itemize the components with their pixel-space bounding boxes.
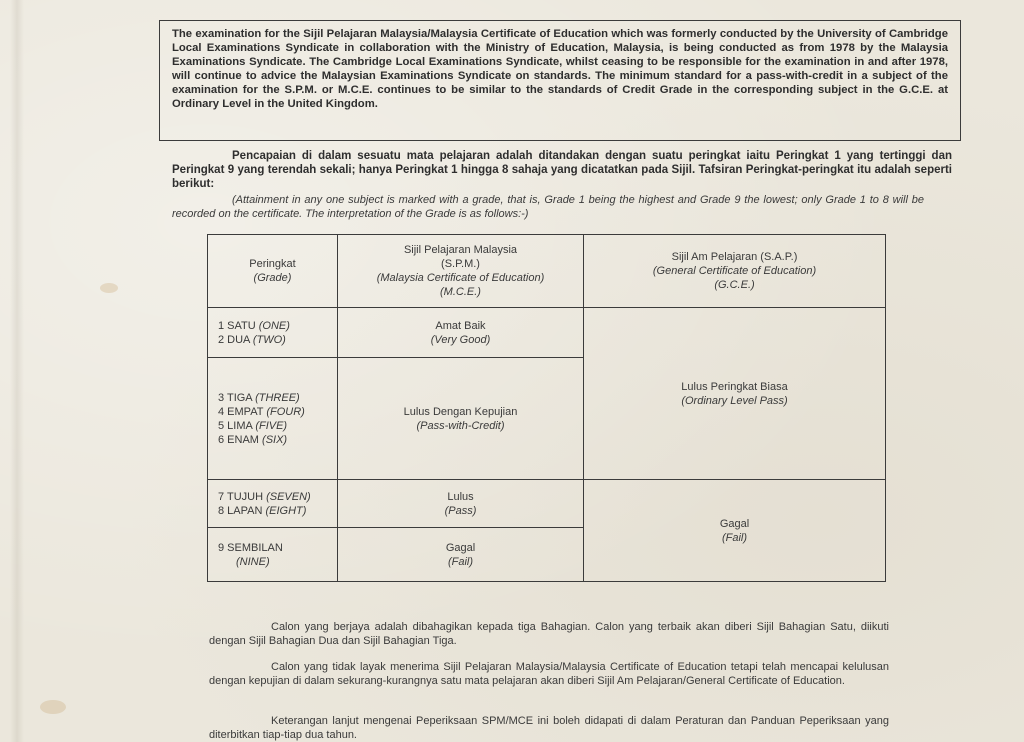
sap-header-line: (G.C.E.) xyxy=(714,279,755,291)
grade-name-en: (SEVEN) xyxy=(266,490,311,503)
sap-label-en: (Fail) xyxy=(721,531,748,544)
paragraph-divisions xyxy=(209,620,889,648)
notice-box xyxy=(159,20,961,141)
grade-name: 2 DUA xyxy=(218,333,250,346)
spm-header-cell xyxy=(338,235,584,308)
paper-fold xyxy=(10,0,24,742)
paragraph-text: Calon yang tidak layak menerima Sijil Pelajaran Malaysia/Malaysia Certificate of Education tetapi telah mencapai kelulusan dengan kepujian di dalam sekurang-kurangnya satu mata pelajaran akan diberi Sijil Am Pelajaran/General Certificate of Education. xyxy=(209,661,889,687)
spm-cell xyxy=(338,480,584,528)
spm-header-line: (M.C.E.) xyxy=(440,286,481,298)
spm-header-line: (S.P.M.) xyxy=(441,258,480,270)
grade-name: 6 ENAM xyxy=(218,433,259,446)
grade-name-en: (TWO) xyxy=(252,333,286,346)
grade-cell xyxy=(208,528,338,582)
grade-header-label: Peringkat xyxy=(249,258,296,270)
grade-name: 3 TIGA xyxy=(218,391,253,404)
grade-cell xyxy=(208,358,338,480)
paragraph-text: Keterangan lanjut mengenai Peperiksaan SPM/MCE ini boleh didapati di dalam Peraturan dan Panduan Peperiksaan yang diterbitkan tiap-tiap dua tahun. xyxy=(209,715,889,741)
table-row xyxy=(208,480,886,528)
sap-header-line: Sijil Am Pelajaran (S.A.P.) xyxy=(671,251,798,263)
spm-label: Amat Baik xyxy=(435,319,486,332)
spm-header-line: Sijil Pelajaran Malaysia xyxy=(403,244,518,256)
grade-cell xyxy=(208,480,338,528)
grade-intro-malay xyxy=(172,149,952,191)
sap-cell xyxy=(584,480,886,582)
paragraph-text: Calon yang berjaya adalah dibahagikan kepada tiga Bahagian. Calon yang terbaik akan diberi Sijil Bahagian Satu, diikuti dengan Sijil Bahagian Dua dan Sijil Bahagian Tiga. xyxy=(209,621,889,647)
grade-name-en: (ONE) xyxy=(258,319,290,332)
grade-intro-english-text: (Attainment in any one subject is marked with a grade, that is, Grade 1 being the highest and Grade 9 the lowest; only Grade 1 to 8 will be recorded on the certificate. The interpretation of the Grade is as follows:-) xyxy=(172,194,924,220)
spm-cell xyxy=(338,358,584,480)
spm-label-en: (Pass) xyxy=(444,504,477,517)
notice-text: The examination for the Sijil Pelajaran Malaysia/Malaysia Certificate of Education which was formerly conducted by the University of Cambridge Local Examinations Syndicate in collaboration with the Ministry of Education, Malaysia, is being conducted as from 1978 by the Malaysia Examinations Syndicate. The Cambridge Local Examinations Syndicate, whilst ceasing to be responsible for the examination in and after 1978, will continue to advice the Malaysian Examinations Syndicate on standards. The minimum standard for a pass-with-credit in a subject of the examination for the S.P.M. or M.C.E. continues to be similar to the standards of Credit Grade in the corresponding subject in the G.C.E. at Ordinary Level in the United Kingdom. xyxy=(172,28,948,110)
grade-name: 9 SEMBILAN xyxy=(218,541,283,554)
grade-header-label-en: (Grade) xyxy=(253,272,292,284)
sap-label-en: (Ordinary Level Pass) xyxy=(681,394,788,407)
sap-label: Gagal xyxy=(719,517,750,530)
paper-stain xyxy=(40,700,66,714)
grade-header-cell xyxy=(208,235,338,308)
grade-name-en: (SIX) xyxy=(262,433,288,446)
grade-intro-malay-text: Pencapaian di dalam sesuatu mata pelajaran adalah ditandakan dengan suatu peringkat iaitu Peringkat 1 yang tertinggi dan Peringkat 9 yang terendah sekali; hanya Peringkat 1 hingga 8 sahaja yang dicatatkan pada Sijil. Tafsiran Peringkat-peringkat itu adalah seperti berikut: xyxy=(172,150,952,190)
grade-name: 5 LIMA xyxy=(218,419,253,432)
spm-cell xyxy=(338,308,584,358)
sap-header-line: (General Certificate of Education) xyxy=(652,265,817,277)
paragraph-gce-award xyxy=(209,660,889,688)
grade-name-en: (FIVE) xyxy=(255,419,288,432)
sap-cell xyxy=(584,308,886,480)
spm-header-line: (Malaysia Certificate of Education) xyxy=(376,272,545,284)
spm-label: Lulus Dengan Kepujian xyxy=(403,405,518,418)
grade-name: 4 EMPAT xyxy=(218,405,264,418)
paragraph-further-info xyxy=(209,714,889,742)
spm-label: Lulus xyxy=(447,490,474,503)
spm-label-en: (Pass-with-Credit) xyxy=(416,419,505,432)
grade-name: 7 TUJUH xyxy=(218,490,264,503)
paper-stain xyxy=(100,283,118,293)
sap-header-cell xyxy=(584,235,886,308)
grade-name-en: (EIGHT) xyxy=(265,504,307,517)
grade-name: 1 SATU xyxy=(218,319,256,332)
grade-name-en: (FOUR) xyxy=(266,405,305,418)
grade-name-en: (THREE) xyxy=(255,391,300,404)
grade-name: 8 LAPAN xyxy=(218,504,263,517)
grade-cell xyxy=(208,308,338,358)
grade-table xyxy=(207,234,886,582)
spm-label: Gagal xyxy=(445,541,476,554)
table-header-row xyxy=(208,235,886,308)
spm-label-en: (Very Good) xyxy=(430,333,491,346)
sap-label: Lulus Peringkat Biasa xyxy=(681,380,788,393)
spm-label-en: (Fail) xyxy=(447,555,474,568)
spm-cell xyxy=(338,528,584,582)
grade-name-en: (NINE) xyxy=(236,555,270,568)
grade-intro-english xyxy=(172,193,924,221)
table-row xyxy=(208,308,886,358)
